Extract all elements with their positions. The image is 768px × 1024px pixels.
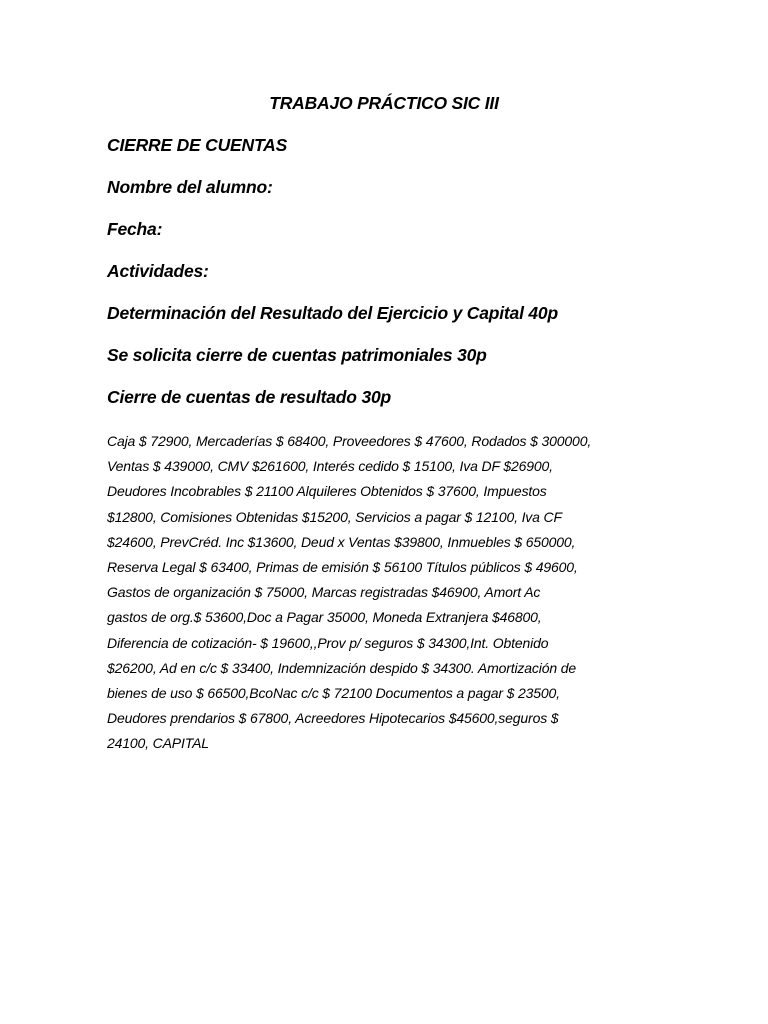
accounts-paragraph xyxy=(107,429,707,757)
heading-determinacion-resultado: Determinación del Resultado del Ejercicio y Capital 40p xyxy=(107,303,558,323)
paragraph-line: $24600, PrevCréd. Inc $13600, Deud x Ventas $39800, Inmuebles $ 650000, xyxy=(107,533,576,550)
heading-cierre-resultado: Cierre de cuentas de resultado 30p xyxy=(107,387,392,407)
paragraph-line: Caja $ 72900, Mercaderías $ 68400, Proveedores $ 47600, Rodados $ 300000, xyxy=(107,433,592,449)
paragraph-line: bienes de uso $ 66500,BcoNac c/c $ 72100 Documentos a pagar $ 23500, xyxy=(107,685,560,702)
paragraph-line: Gastos de organización $ 75000, Marcas registradas $46900, Amort Ac xyxy=(107,584,541,601)
heading-cierre-patrimoniales: Se solicita cierre de cuentas patrimoniales 30p xyxy=(107,345,487,365)
paragraph-line: Deudores prendarios $ 67800, Acreedores Hipotecarios $45600,seguros $ xyxy=(107,710,559,727)
paragraph-line: Deudores Incobrables $ 21100 Alquileres Obtenidos $ 37600, Impuestos xyxy=(107,483,547,500)
paragraph-line: 24100, CAPITAL xyxy=(107,735,209,752)
document-title: TRABAJO PRÁCTICO SIC III xyxy=(269,93,499,113)
heading-nombre-del-alumno: Nombre del alumno: xyxy=(107,177,273,197)
heading-actividades: Actividades: xyxy=(107,261,209,281)
heading-cierre-de-cuentas: CIERRE DE CUENTAS xyxy=(107,135,288,155)
paragraph-line: Ventas $ 439000, CMV $261600, Interés cedido $ 15100, Iva DF $26900, xyxy=(107,458,553,475)
heading-fecha: Fecha: xyxy=(107,219,163,239)
paragraph-line: Diferencia de cotización- $ 19600,,Prov p/ seguros $ 34300,Int. Obtenido xyxy=(107,634,549,651)
paragraph-line: gastos de org.$ 53600,Doc a Pagar 35000, Moneda Extranjera $46800, xyxy=(107,609,542,626)
paragraph-line: Reserva Legal $ 63400, Primas de emisión $ 56100 Títulos públicos $ 49600, xyxy=(107,559,578,576)
paragraph-line: $26200, Ad en c/c $ 33400, Indemnización despido $ 34300. Amortización de xyxy=(107,659,577,676)
paragraph-line: $12800, Comisiones Obtenidas $15200, Servicios a pagar $ 12100, Iva CF xyxy=(107,508,562,525)
